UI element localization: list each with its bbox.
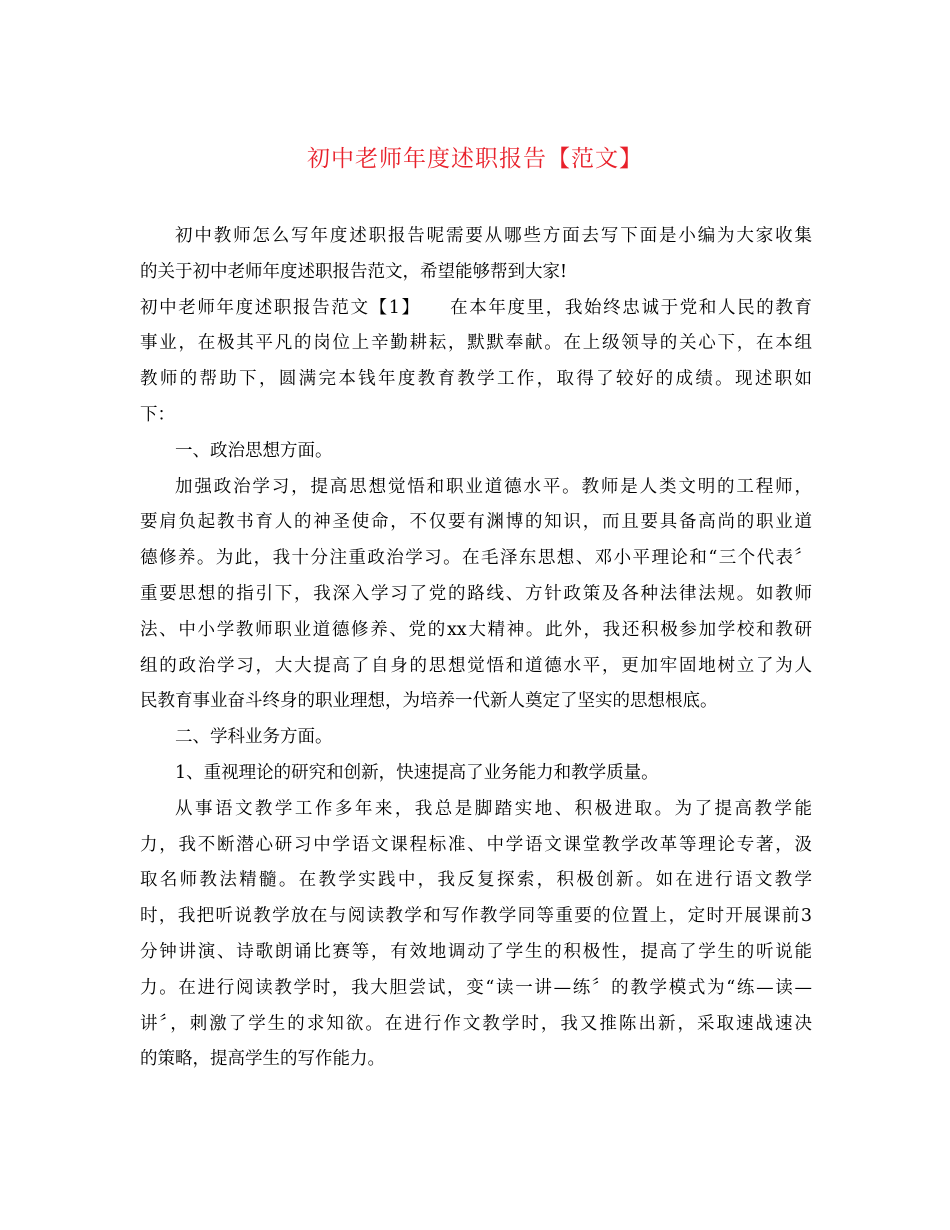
text-line: 的策略，提高学生的写作能力。 (140, 1049, 385, 1070)
text-line: 力。在进行阅读教学时，我大胆尝试，变“读一讲—练〞的教学模式为“练—读— (140, 977, 812, 998)
text-line: 组的政治学习，大大提高了自身的思想觉悟和道德水平，更加牢固地树立了为人 (140, 655, 812, 676)
text-line: 时，我把听说教学放在与阅读教学和写作教学同等重要的位置上，定时开展课前3 (140, 906, 812, 927)
text-line: 1、重视理论的研究和创新，快速提高了业务能力和教学质量。 (175, 762, 659, 783)
document-title: 初中老师年度述职报告【范文】 (307, 146, 643, 172)
text-line: 初中教师怎么写年度述职报告呢需要从哪些方面去写下面是小编为大家收集 (175, 226, 812, 246)
text-line: 讲〞，刺激了学生的求知欲。在进行作文教学时，我又推陈出新，采取速战速决 (140, 1013, 812, 1034)
text-line: 要肩负起教书育人的神圣使命，不仅要有渊博的知识，而且要具备高尚的职业道 (140, 512, 812, 533)
text-line: 教师的帮助下，圆满完本钱年度教育教学工作，取得了较好的成绩。现述职如 (140, 369, 812, 390)
text-line: 加强政治学习，提高思想觉悟和职业道德水平。教师是人类文明的工程师， (175, 476, 812, 497)
text-line: 德修养。为此，我十分注重政治学习。在毛泽东思想、邓小平理论和“三个代表〞 (140, 548, 812, 569)
section-heading: 二、学科业务方面。 (175, 727, 333, 748)
text-line: 事业，在极其平凡的岗位上辛勤耕耘，默默奉献。在上级领导的关心下，在本组 (140, 333, 812, 354)
text-line: 民教育事业奋斗终身的职业理想，为培养一代新人奠定了坚实的思想根底。 (140, 691, 718, 712)
document-body (140, 219, 812, 1078)
section-heading: 一、政治思想方面。 (175, 440, 333, 461)
text-line: 法、中小学教师职业道德修养、党的xx大精神。此外，我还积极参加学校和教研 (140, 619, 812, 640)
text-line: 下： (140, 404, 175, 425)
text-line: 力，我不断潜心研习中学语文课程标准、中学语文课堂教学改革等理论专著，汲 (140, 834, 812, 855)
text-line: 重要思想的指引下，我深入学习了党的路线、方针政策及各种法律法规。如教师 (140, 583, 812, 604)
text-line: 分钟讲演、诗歌朗诵比赛等，有效地调动了学生的积极性，提高了学生的听说能 (140, 941, 812, 962)
text-line: 的关于初中老师年度述职报告范文，希望能够帮到大家! (140, 261, 568, 282)
text-line: 初中老师年度述职报告范文【1】 在本年度里，我始终忠诚于党和人民的教育 (140, 297, 812, 318)
text-line: 从事语文教学工作多年来，我总是脚踏实地、积极进取。为了提高教学能 (175, 798, 812, 819)
text-line: 取名师教法精髓。在教学实践中，我反复探索，积极创新。如在进行语文教学 (140, 870, 812, 891)
